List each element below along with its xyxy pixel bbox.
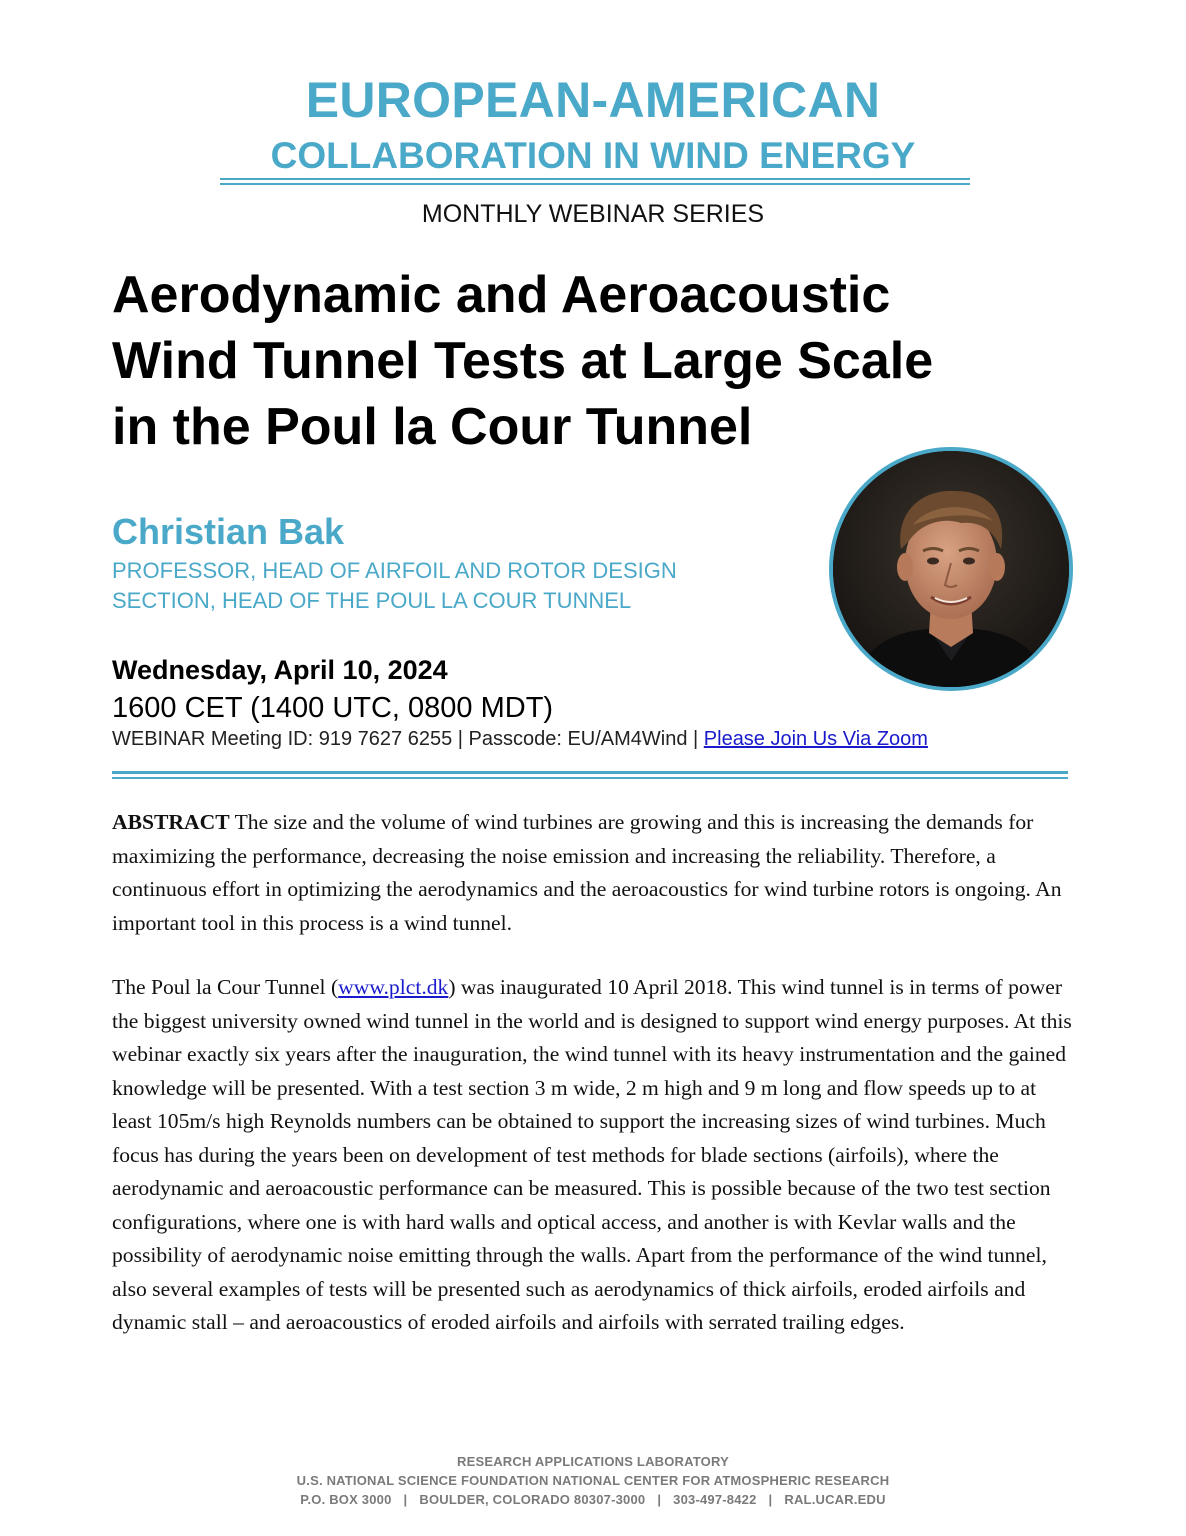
plct-website-link[interactable]: www.plct.dk (338, 975, 449, 999)
header-line-1: EUROPEAN-AMERICAN (305, 72, 881, 128)
speaker-name: Christian Bak (112, 511, 345, 552)
footer-separator: | (768, 1492, 773, 1507)
webinar-title (112, 262, 1072, 460)
description-text-before-link: The Poul la Cour Tunnel ( (112, 975, 339, 999)
title-line-2: Wind Tunnel Tests at Large Scale (112, 332, 934, 390)
footer-address: P.O. BOX 3000 (300, 1492, 392, 1507)
footer-website[interactable]: RAL.UCAR.EDU (784, 1492, 886, 1507)
meeting-info (112, 725, 1072, 753)
speaker-role-line-2: SECTION, HEAD OF THE POUL LA COUR TUNNEL (112, 588, 632, 613)
speaker-role-line-1: PROFESSOR, HEAD OF AIRFOIL AND ROTOR DESIGN (112, 558, 677, 583)
footer-lab-name: RESEARCH APPLICATIONS LABORATORY (457, 1454, 729, 1469)
title-line-3: in the Poul la Cour Tunnel (112, 398, 753, 456)
header-divider (220, 178, 970, 180)
section-divider-secondary (112, 777, 1068, 779)
event-date: Wednesday, April 10, 2024 (112, 655, 448, 685)
section-divider (112, 771, 1068, 774)
meeting-details: WEBINAR Meeting ID: 919 7627 6255 | Passcode: EU/AM4Wind | (112, 728, 704, 750)
footer-separator: | (657, 1492, 662, 1507)
abstract-paragraph (112, 806, 1074, 940)
footer-city: BOULDER, COLORADO 80307-3000 (419, 1492, 646, 1507)
abstract-text: The size and the volume of wind turbines are growing and this is increasing the demands for maximizing the performance, decreasing the noise emission and increasing the reliability. Therefore, a continuous effort in optimizing the aerodynamics and the aeroacoustics for wind turbine rotors is ongoing. An important tool in this process is a wind tunnel. (112, 810, 1062, 935)
footer-org-name: U.S. NATIONAL SCIENCE FOUNDATION NATIONAL CENTER FOR ATMOSPHERIC RESEARCH (296, 1473, 890, 1488)
abstract-label: ABSTRACT (112, 810, 230, 834)
event-time: 1600 CET (1400 UTC, 0800 MDT) (112, 692, 554, 724)
description-text-after-link: ) was inaugurated 10 April 2018. This wind tunnel is in terms of power the biggest university owned wind tunnel in the world and is designed to support wind energy purposes. At this webinar exactly six years after the inauguration, the wind tunnel with its heavy instrumentation and the gained knowledge will be presented. With a test section 3 m wide, 2 m high and 9 m long and flow speeds up to at least 105m/s high Reynolds numbers can be obtained to support the increasing sizes of wind turbines. Much focus has during the years been on development of test methods for blade sections (airfoils), where the aerodynamic and aeroacoustic performance can be measured. This is possible because of the two test section configurations, where one is with hard walls and optical access, and another is with Kevlar walls and the possibility of aerodynamic noise emitting through the walls. Apart from the performance of the wind tunnel, also several examples of tests will be presented such as aerodynamics of thick airfoils, eroded airfoils and dynamic stall – and aeroacoustics of eroded airfoils and airfoils with serrated trailing edges. (112, 975, 1072, 1334)
speaker-role (112, 556, 812, 616)
footer (0, 1452, 1186, 1509)
series-label: MONTHLY WEBINAR SERIES (421, 200, 765, 228)
footer-contact (0, 1490, 1186, 1509)
zoom-join-link[interactable]: Please Join Us Via Zoom (703, 728, 928, 750)
header-divider-secondary (220, 183, 970, 185)
header-line-2: COLLABORATION IN WIND ENERGY (270, 135, 916, 176)
speaker-photo (829, 447, 1073, 691)
title-line-1: Aerodynamic and Aeroacoustic (112, 266, 891, 324)
description-paragraph (112, 971, 1074, 1340)
speaker-portrait-image (833, 451, 1069, 687)
footer-separator: | (403, 1492, 408, 1507)
footer-phone: 303-497-8422 (673, 1492, 757, 1507)
